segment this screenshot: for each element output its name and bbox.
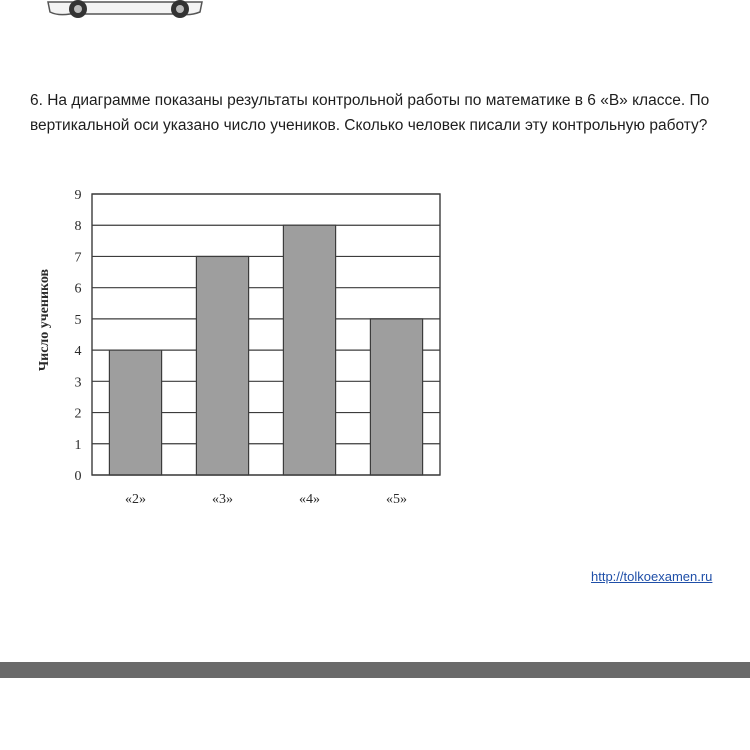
y-tick-label: 5 — [74, 312, 82, 328]
y-tick-label: 3 — [74, 375, 82, 391]
y-tick-label: 4 — [74, 344, 82, 360]
y-tick-labels — [75, 188, 82, 484]
bar — [196, 256, 248, 475]
y-axis-label: Число учеников — [37, 268, 52, 372]
x-tick-label: «5» — [386, 492, 407, 507]
y-tick-label: 6 — [74, 281, 82, 297]
y-tick-label: 9 — [74, 188, 82, 203]
y-tick-label: 2 — [74, 406, 82, 422]
y-tick-label: 0 — [74, 469, 82, 484]
source-link[interactable]: http://tolkoexamen.ru — [591, 569, 713, 584]
y-tick-label: 8 — [74, 219, 82, 235]
bar — [283, 225, 335, 475]
bar — [370, 319, 422, 475]
y-tick-label: 7 — [74, 250, 82, 266]
bar — [109, 350, 161, 475]
x-tick-label: «3» — [212, 492, 233, 507]
question-text: 6. На диаграмме показаны результаты контрольной работы по математике в 6 «В» классе. По вертикальной оси указано число учеников. Сколько человек писали эту контрольную работу? — [30, 92, 710, 134]
x-tick-label: «4» — [299, 492, 320, 507]
x-tick-labels — [125, 492, 407, 507]
y-tick-label: 1 — [74, 437, 82, 453]
x-tick-label: «2» — [125, 492, 146, 507]
footer-bar — [0, 662, 750, 678]
